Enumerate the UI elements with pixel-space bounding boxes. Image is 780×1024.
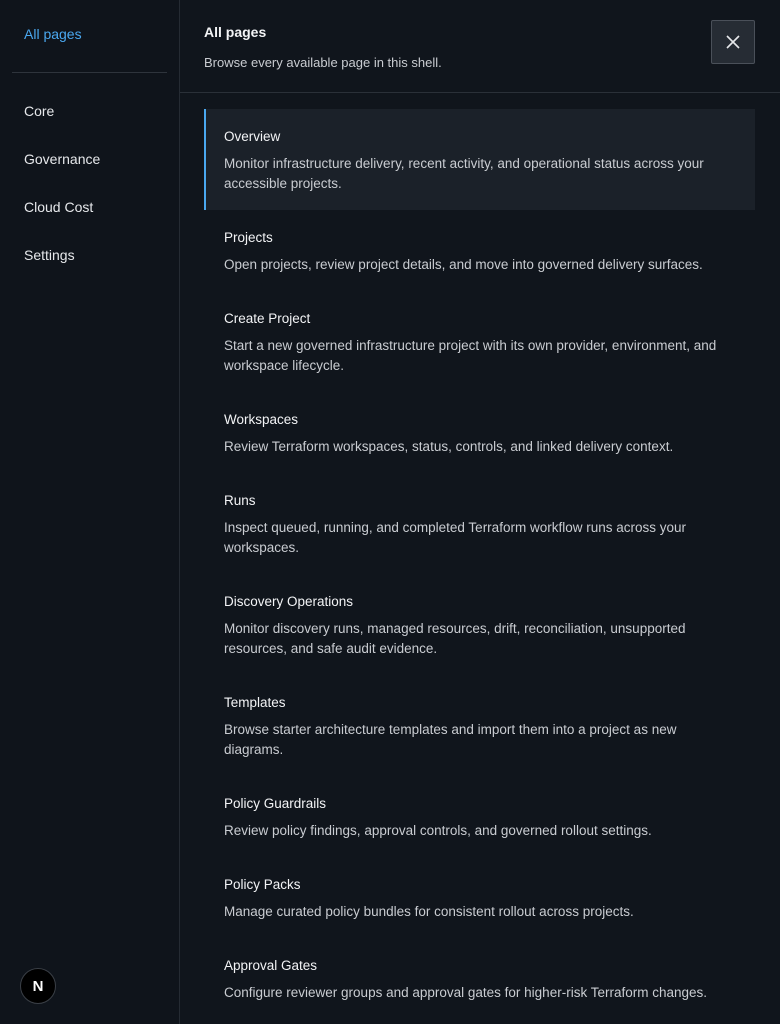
list-item-discovery-operations[interactable]	[204, 574, 755, 675]
list-item-title: Create Project	[224, 311, 311, 326]
list-item-policy-guardrails[interactable]	[204, 776, 755, 857]
list-item-description: Start a new governed infrastructure project with its own provider, environment, and workspace lifecycle.	[224, 338, 717, 373]
list-item-title: Approval Gates	[224, 958, 318, 973]
list-item-description: Open projects, review project details, and move into governed delivery surfaces.	[224, 257, 703, 272]
close-icon	[726, 35, 740, 49]
list-item-description: Review Terraform workspaces, status, controls, and linked delivery context.	[224, 439, 674, 454]
list-item-title: Workspaces	[224, 412, 299, 427]
list-item-title: Projects	[224, 230, 273, 245]
list-item-title: Policy Guardrails	[224, 796, 327, 811]
list-item-title: Policy Packs	[224, 877, 301, 892]
list-item-create-project[interactable]	[204, 291, 755, 392]
list-item-description: Monitor discovery runs, managed resources, drift, reconciliation, unsupported resources, and safe audit evidence.	[224, 621, 686, 656]
list-item-title: Discovery Operations	[224, 594, 354, 609]
list-item-description: Browse starter architecture templates and import them into a project as new diagrams.	[224, 722, 677, 757]
sidebar	[0, 0, 180, 1024]
panel-header	[180, 0, 780, 93]
next-logo-badge[interactable]: N	[20, 968, 56, 1004]
all-pages-panel	[180, 0, 780, 1024]
sidebar-nav	[24, 103, 100, 295]
list-item-title: Runs	[224, 493, 256, 508]
sidebar-item-core[interactable]: Core	[24, 103, 55, 119]
close-button[interactable]	[711, 20, 755, 64]
list-item-workspaces[interactable]	[204, 392, 755, 473]
list-item-runs[interactable]	[204, 473, 755, 574]
list-item-description: Configure reviewer groups and approval gates for higher-risk Terraform changes.	[224, 985, 707, 1000]
sidebar-item-settings[interactable]: Settings	[24, 247, 75, 263]
list-item-policy-packs[interactable]	[204, 857, 755, 938]
sidebar-item-all-pages[interactable]: All pages	[24, 26, 82, 42]
list-item-title: Overview	[224, 129, 281, 144]
list-item-templates[interactable]	[204, 675, 755, 776]
page-title: All pages	[204, 24, 267, 40]
page-list	[204, 109, 755, 1019]
list-item-overview[interactable]	[204, 109, 755, 210]
page-subtitle: Browse every available page in this shell.	[204, 55, 442, 70]
list-item-projects[interactable]	[204, 210, 755, 291]
sidebar-item-cloud-cost[interactable]: Cloud Cost	[24, 199, 94, 215]
sidebar-item-governance[interactable]: Governance	[24, 151, 101, 167]
list-item-approval-gates[interactable]	[204, 938, 755, 1019]
list-item-description: Monitor infrastructure delivery, recent activity, and operational status across your accessible projects.	[224, 156, 704, 191]
list-item-description: Manage curated policy bundles for consistent rollout across projects.	[224, 904, 634, 919]
list-item-description: Review policy findings, approval controls, and governed rollout settings.	[224, 823, 652, 838]
sidebar-divider	[12, 72, 167, 73]
list-item-description: Inspect queued, running, and completed Terraform workflow runs across your workspaces.	[224, 520, 686, 555]
list-item-title: Templates	[224, 695, 286, 710]
